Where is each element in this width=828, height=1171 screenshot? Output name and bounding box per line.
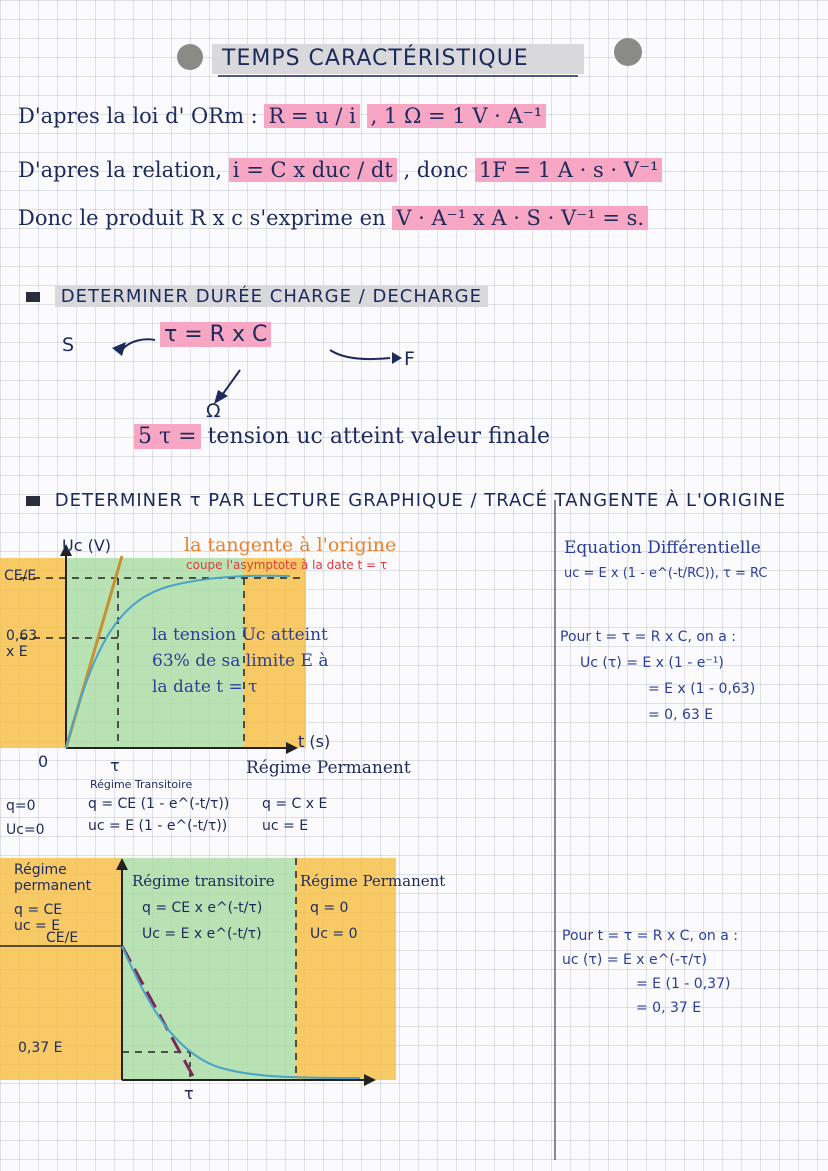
s-label: S: [62, 334, 75, 356]
trans-u: uc = E (1 - e^(-t/τ)): [88, 818, 228, 834]
line2-middle: , donc: [403, 158, 469, 182]
discharge-trans-q: q = CE x e^(-t/τ): [142, 900, 263, 916]
regime-transitoire-label: Régime Transitoire: [90, 778, 193, 791]
discharge-left-regime: Régime permanent: [14, 862, 92, 894]
discharge-left-u: uc = E: [14, 918, 61, 934]
equation-line-1: Pour t = τ = R x C, on a :: [560, 629, 736, 645]
equation-formula: uc = E x (1 - e^(-t/RC)), τ = RC: [564, 566, 768, 581]
five-tau: 5 τ =: [134, 424, 201, 449]
arrow-s-head: [112, 342, 126, 356]
line1-result: , 1 Ω = 1 V · A⁻¹: [367, 104, 547, 128]
arrow-f: [330, 350, 390, 359]
graph1-yaxis-label: Uc (V): [62, 536, 112, 555]
perm-u: uc = E: [262, 818, 309, 834]
section2-bullet-icon: [26, 496, 40, 506]
five-tau-text: tension uc atteint valeur finale: [207, 424, 550, 449]
discharge-tau-label: τ: [184, 1084, 194, 1103]
section2-heading-row: [26, 488, 796, 514]
discharge-left-q: q = CE: [14, 902, 63, 918]
section1-heading: DETERMINER DURÉE CHARGE / DECHARGE: [55, 286, 488, 307]
tangent-title: la tangente à l'origine: [184, 534, 397, 556]
line2-result: 1F = 1 A · s · V⁻¹: [475, 158, 663, 182]
line3-result: V · A⁻¹ x A · S · V⁻¹ = s.: [392, 206, 648, 230]
title-circle-left: [177, 44, 203, 70]
init-q: q=0: [6, 798, 36, 814]
init-uc: Uc=0: [6, 822, 45, 838]
line2-prefix: D'apres la relation,: [18, 158, 223, 182]
line1-formula: R = u / i: [264, 104, 359, 128]
line1-prefix: D'apres la loi d' ORm :: [18, 104, 258, 128]
title-circle-right: [614, 38, 642, 66]
line1: [18, 104, 546, 128]
tension-note-line-1: la tension Uc atteint: [152, 625, 328, 645]
regime-permanent-label: Régime Permanent: [246, 758, 411, 778]
line3-prefix: Donc le produit R x c s'exprime en: [18, 206, 386, 230]
graph2-yellow-right: [296, 858, 396, 1080]
line3: [18, 206, 648, 230]
equation-line-3: = E x (1 - 0,63): [648, 681, 756, 697]
equation-title: Equation Différentielle: [564, 538, 761, 558]
equation-line-4: = 0, 63 E: [648, 707, 714, 723]
arrow-f-head: [392, 352, 402, 364]
tangent-sub: coupe l'asymptote à la date t = τ: [186, 558, 388, 572]
discharge-perm-q: q = 0: [310, 900, 349, 916]
equation-line-2: Uc (τ) = E x (1 - e⁻¹): [580, 655, 724, 671]
discharge-perm-title: Régime Permanent: [300, 872, 446, 890]
discharge-perm-u: Uc = 0: [310, 926, 358, 942]
tau-formula-text: τ = R x C: [160, 322, 271, 347]
graph1-tau-label: τ: [110, 756, 120, 775]
discharge-line-2: uc (τ) = E x e^(-τ/τ): [562, 952, 707, 968]
five-tau-row: [134, 424, 550, 449]
discharge-037-label: 0,37 E: [18, 1040, 63, 1056]
discharge-line-3: = E (1 - 0,37): [636, 976, 731, 992]
tau-formula: [160, 322, 271, 347]
discharge-ce-label: CE/E: [46, 930, 79, 946]
graph1-xaxis-label: t (s): [298, 732, 331, 751]
page-title: TEMPS CARACTÉRISTIQUE: [222, 46, 529, 71]
discharge-line-4: = 0, 37 E: [636, 1000, 702, 1016]
graph1-063-label: 0,63 x E: [6, 628, 38, 660]
equation-lines: [560, 624, 755, 728]
discharge-trans-u: Uc = E x e^(-t/τ): [142, 926, 262, 942]
graph1-origin-label: 0: [38, 752, 49, 771]
perm-q: q = C x E: [262, 796, 328, 812]
trans-q: q = CE (1 - e^(-t/τ)): [88, 796, 230, 812]
f-label: F: [404, 348, 415, 370]
tension-note-line-3: la date t = τ: [152, 677, 258, 697]
section1-heading-row: [26, 286, 488, 307]
line2: [18, 158, 662, 182]
discharge-lines: [562, 924, 738, 1020]
section2-heading: DETERMINER τ PAR LECTURE GRAPHIQUE / TRACÉ TANGENTE À L'ORIGINE: [54, 490, 787, 511]
line2-formula: i = C x duc / dt: [229, 158, 397, 182]
section1-bullet-icon: [26, 292, 40, 302]
ohm-label: Ω: [206, 400, 221, 422]
arrow-s: [122, 339, 155, 350]
discharge-trans-title: Régime transitoire: [132, 872, 275, 890]
graph1-ce-label: CE/E: [4, 568, 37, 584]
tension-note-line-2: 63% de sa limite E à: [152, 651, 329, 671]
graph2-green-region: [122, 858, 296, 1080]
discharge-line-1: Pour t = τ = R x C, on a :: [562, 928, 738, 944]
tension-note: [152, 622, 328, 700]
